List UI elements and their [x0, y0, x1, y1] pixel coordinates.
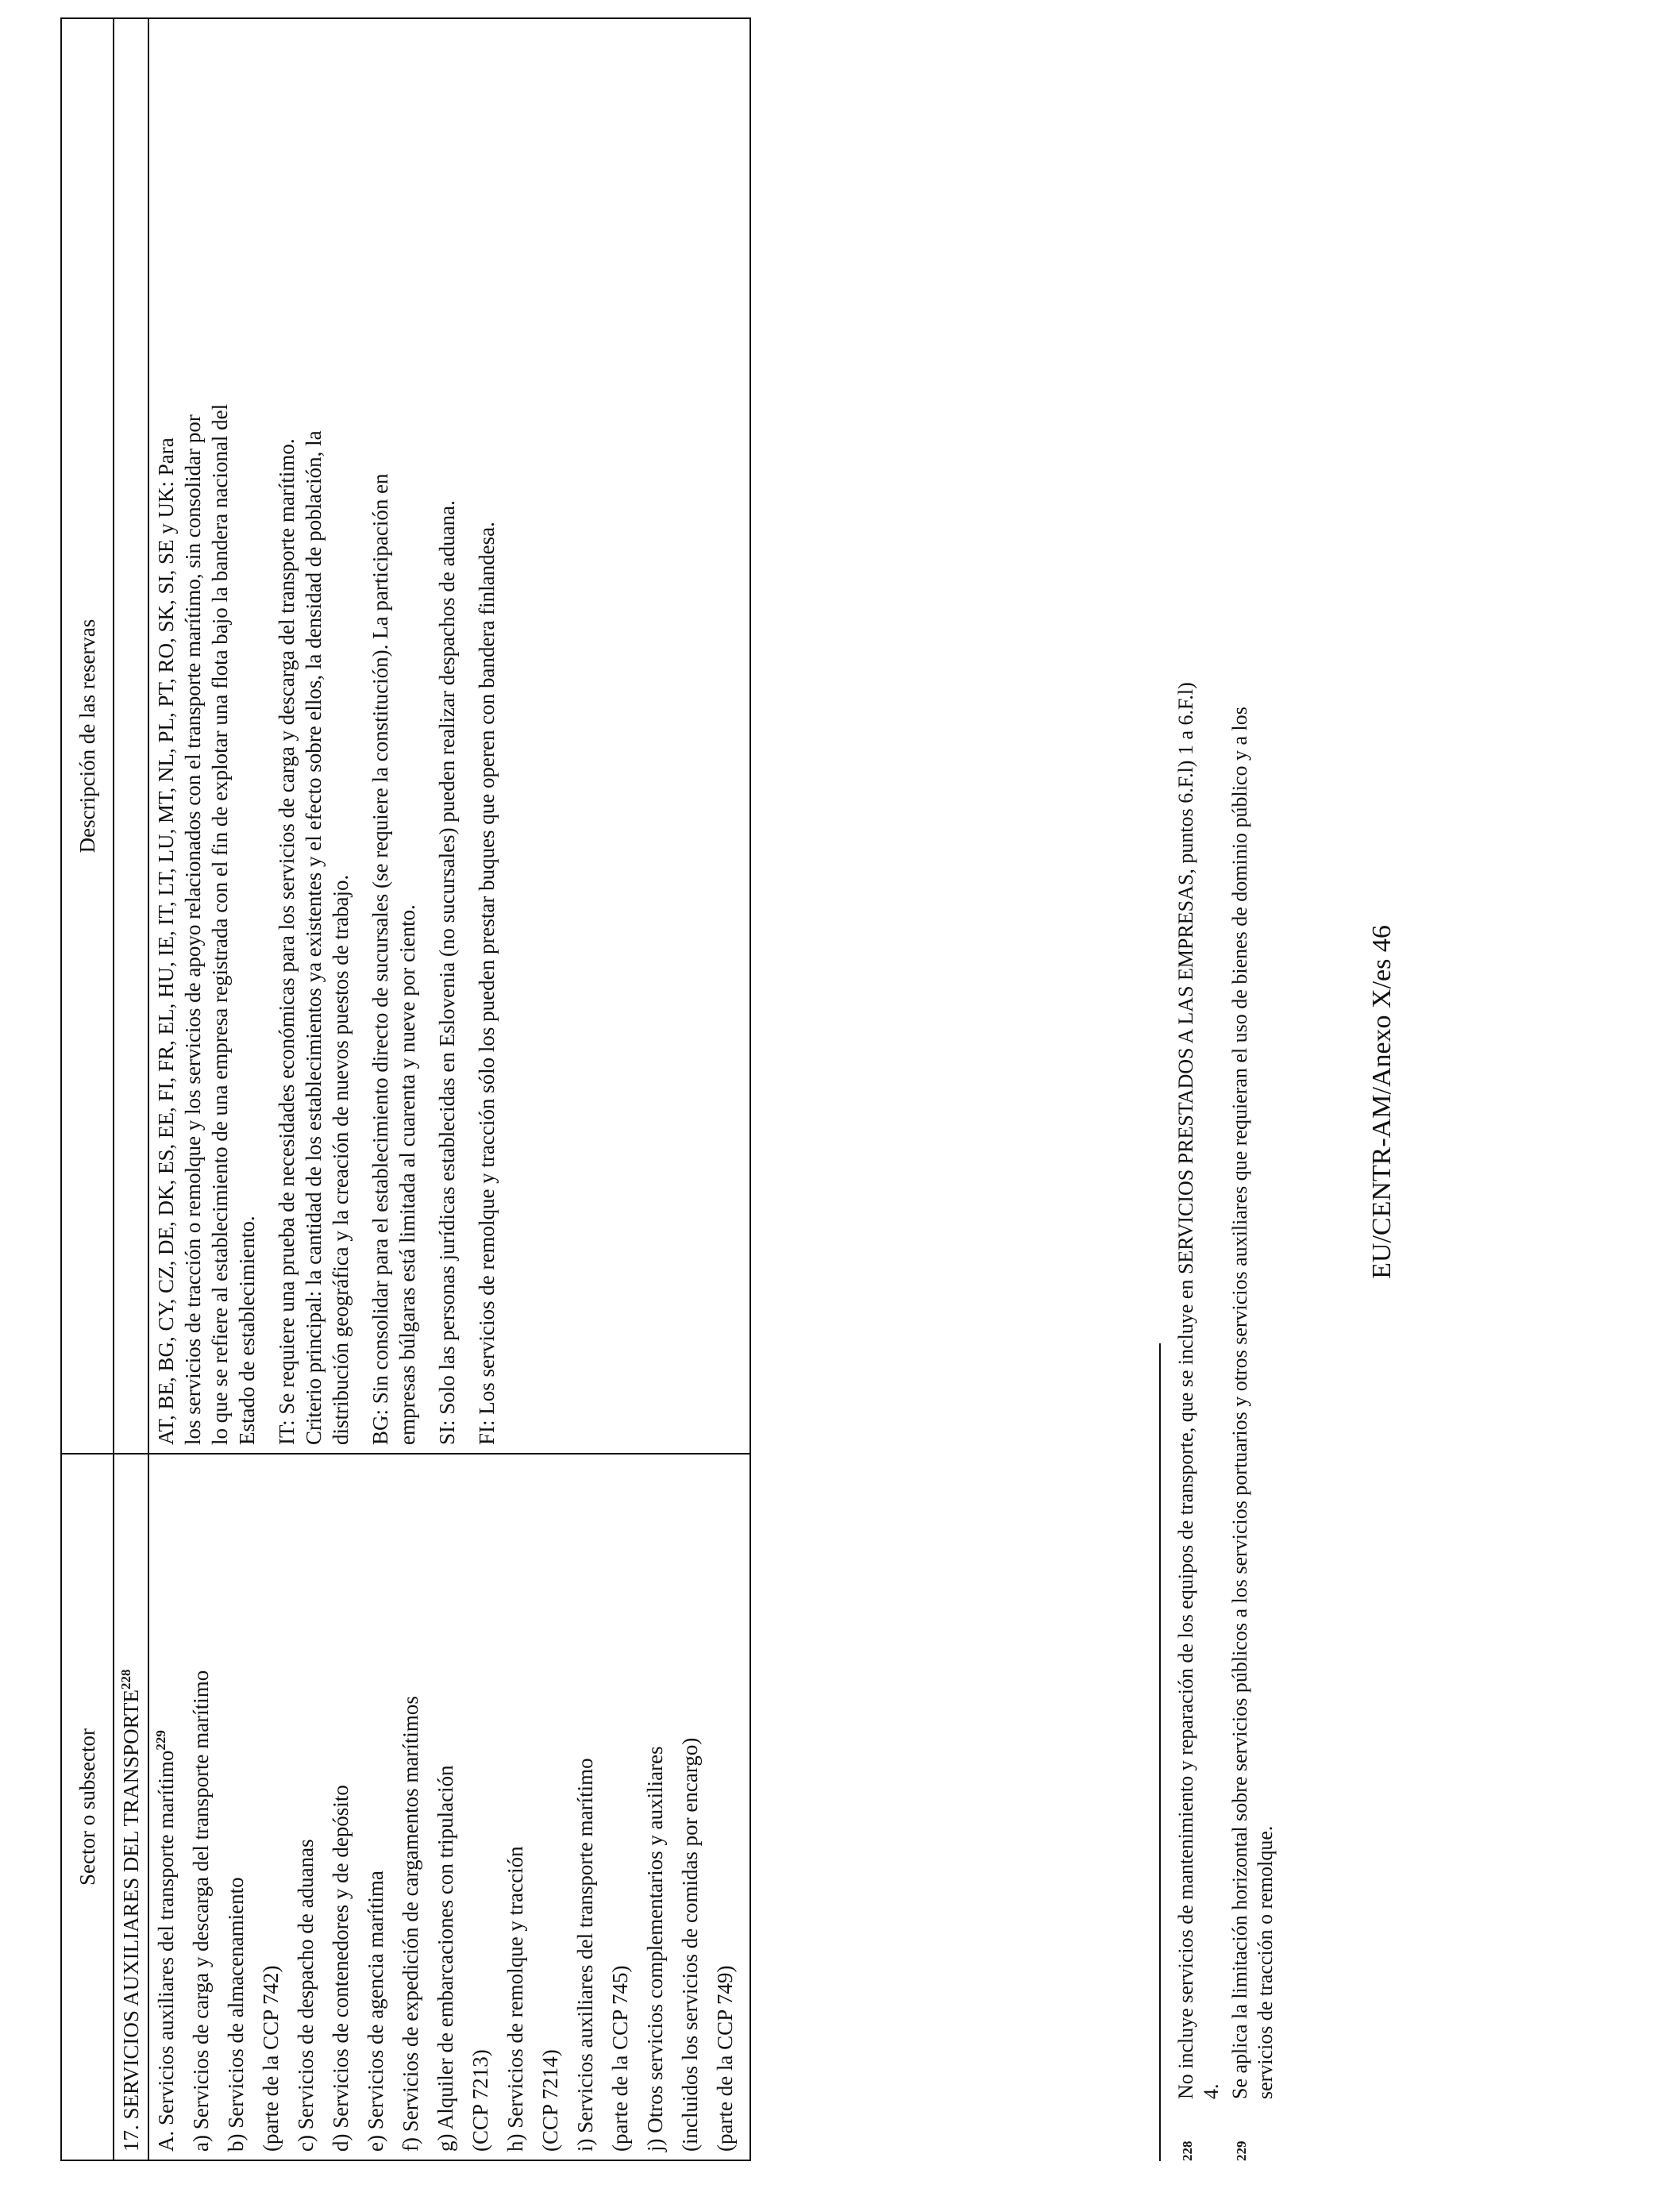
sector-line-text: (parte de la CCP 749) — [713, 1965, 737, 2152]
sector-line — [187, 1462, 214, 2152]
sector-line-text: (parte de la CCP 745) — [608, 1965, 632, 2152]
reservation-paragraph — [152, 27, 260, 1445]
footnote-line: 4. — [1200, 2083, 1223, 2099]
sector-line-text: b) Servicios de almacenamiento — [224, 1877, 248, 2152]
reservation-paragraph — [473, 27, 500, 1445]
reservations-cell — [148, 18, 750, 1454]
section-title: 17. SERVICIOS AUXILIARES DEL TRANSPORTE — [119, 1689, 143, 2152]
col-header-sector: Sector o subsector — [61, 1454, 114, 2160]
footnote-number: 228 — [1180, 2140, 1195, 2161]
sector-line-text: a) Servicios de carga y descarga del transporte marítimo — [189, 1670, 213, 2152]
sector-line-text: g) Alquiler de embarcaciones con tripulación — [433, 1765, 457, 2152]
reservation-line: distribución geográfica y la creación de nuevos puestos de trabajo. — [329, 874, 353, 1445]
reservation-line: Estado de establecimiento. — [235, 1216, 259, 1445]
sector-line — [292, 1462, 319, 2152]
reservation-line: BG: Sin consolidar para el establecimiento directo de sucursales (se requiere la constitución). La participación en — [368, 473, 392, 1445]
footnote-ref-228: 228 — [118, 1669, 133, 1690]
sector-line — [572, 1462, 599, 2152]
table-header-row — [61, 18, 114, 2160]
sector-line — [642, 1462, 669, 2152]
table-row — [148, 18, 750, 2160]
reservation-line: IT: Se requiere una prueba de necesidades económicas para los servicios de carga y descarga del transporte marítimo. — [275, 438, 299, 1445]
sector-line — [467, 1462, 494, 2152]
reservation-line: lo que se refiere al establecimiento de una empresa registrada con el fin de explotar una flota bajo la bandera nacional del — [208, 403, 232, 1445]
sector-line-text: i) Servicios auxiliares del transporte marítimo — [573, 1758, 597, 2152]
sector-line-text: h) Servicios de remolque y tracción — [503, 1846, 527, 2152]
sector-line-text: e) Servicios de agencia marítima — [364, 1871, 387, 2152]
sector-line — [537, 1462, 564, 2152]
footnote-228 — [1173, 49, 1224, 2161]
sector-cell — [148, 1454, 750, 2160]
sector-line — [711, 1462, 738, 2152]
sector-line-text: (incluidos los servicios de comidas por encargo) — [678, 1737, 702, 2152]
sector-line-text: d) Servicios de contenedores y de depósito — [329, 1785, 353, 2152]
section-title-row — [114, 18, 148, 2160]
footnote-line: Se aplica la limitación horizontal sobre servicios públicos a los servicios portuarios y otros servicios auxiliares que requieran el uso de bienes de dominio público y a los — [1228, 707, 1251, 2099]
reservations-table — [60, 17, 751, 2161]
section-empty-cell — [114, 18, 148, 1454]
reservation-paragraph — [433, 27, 460, 1445]
footnote-line: No incluye servicios de mantenimiento y reparación de los equipos de transporte, que se incluye en SERVICIOS PRESTADOS A LAS EMPRESAS, puntos 6.F.l) 1 a 6.F.l) — [1174, 682, 1197, 2099]
sector-line — [257, 1462, 284, 2152]
sector-line-text: j) Otros servicios complementarios y auxiliares — [643, 1746, 667, 2152]
sector-line — [222, 1462, 249, 2152]
sector-line-text: (parte de la CCP 742) — [259, 1965, 283, 2152]
sector-line-text: (CCP 7214) — [538, 2049, 562, 2152]
footnote-229 — [1227, 49, 1278, 2161]
footnote-separator — [1159, 1343, 1161, 2161]
sector-line — [362, 1462, 389, 2152]
reservation-line: Criterio principal: la cantidad de los establecimientos ya existentes y el efecto sobre ellos, la densidad de población, la — [302, 430, 326, 1445]
sector-line-text: f) Servicios de expedición de cargamentos marítimos — [399, 1696, 422, 2152]
reservation-line: los servicios de tracción o remolque y los servicios de apoyo relacionados con el transporte marítimo, sin consolidar por — [181, 414, 205, 1445]
reservation-line: AT, BE, BG, CY, CZ, DE, DK, ES, EE, FI, FR, EL, HU, IE, IT, LT, LU, MT, NL, PL, PT, RO, SK, SI, SE y UK: Para — [154, 437, 178, 1445]
sector-line-text: A. Servicios auxiliares del transporte marítimo — [154, 1750, 178, 2152]
reservation-line: empresas búlgaras está limitada al cuarenta y nueve por ciento. — [395, 904, 419, 1445]
sector-line — [397, 1462, 424, 2152]
sector-line-text: (CCP 7213) — [468, 2049, 492, 2152]
sector-line — [152, 1462, 179, 2152]
reservation-line: FI: Los servicios de remolque y tracción sólo los pueden prestar buques que operen con bandera finlandesa. — [475, 522, 499, 1445]
footnote-line: servicios de tracción o remolque. — [1254, 1825, 1277, 2099]
footnote-ref-229: 229 — [153, 1730, 168, 1751]
sector-line — [432, 1462, 459, 2152]
reservation-paragraph — [273, 27, 354, 1445]
sector-line — [676, 1462, 703, 2152]
sector-line — [607, 1462, 634, 2152]
footnote-number: 229 — [1234, 2140, 1249, 2161]
sector-line-text: c) Servicios de despacho de aduanas — [294, 1839, 318, 2152]
sector-line — [327, 1462, 354, 2152]
sector-line — [502, 1462, 529, 2152]
section-title-cell — [114, 1454, 148, 2160]
col-header-reservations: Descripción de las reservas — [61, 18, 114, 1454]
document-id-footer: EU/CENTR-AM/Anexo X/es 46 — [1367, 925, 1397, 1279]
reservation-paragraph — [367, 27, 421, 1445]
reservation-line: SI: Solo las personas jurídicas establecidas en Eslovenia (no sucursales) pueden realizar despachos de aduana. — [435, 500, 459, 1445]
